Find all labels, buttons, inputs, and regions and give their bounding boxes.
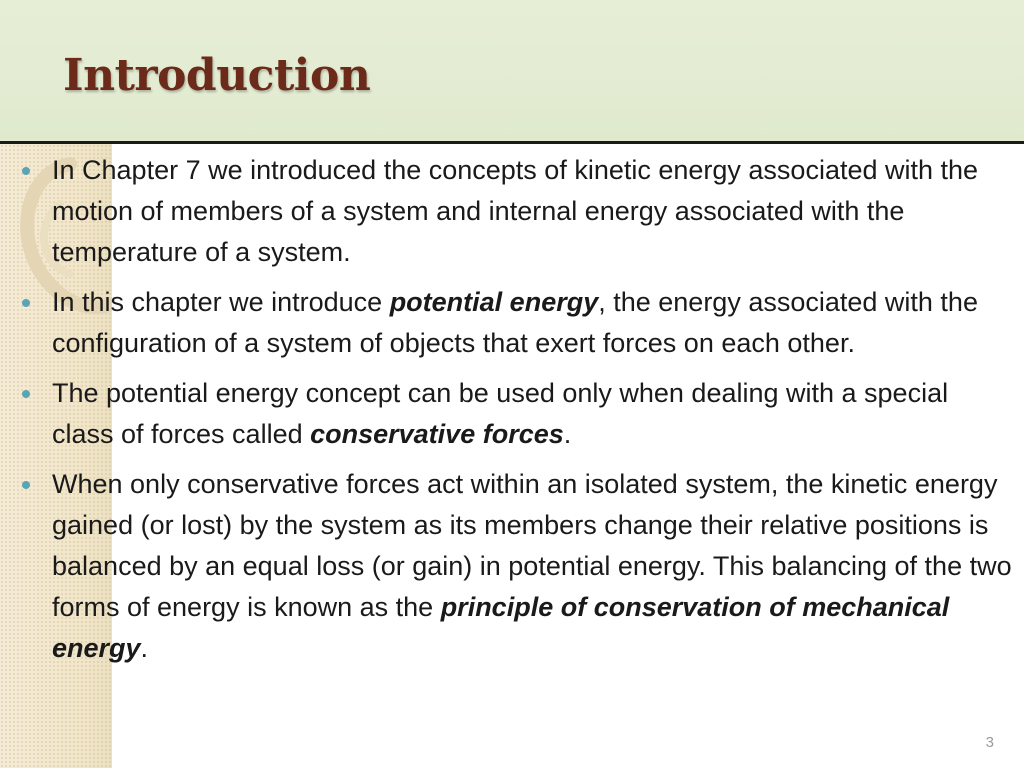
bullet-emphasis: principle of conservation of mechanical energy <box>52 592 950 663</box>
bullet-emphasis: potential energy <box>389 287 599 317</box>
bullet-item <box>0 150 1024 273</box>
bullet-dot-icon <box>22 299 30 307</box>
bullet-item <box>0 282 1024 364</box>
slide-content <box>0 150 1024 730</box>
slide-title: Introduction <box>63 50 371 101</box>
bullet-emphasis: conservative forces <box>310 419 564 449</box>
header-divider <box>0 141 1024 144</box>
bullet-text-before: When only conservative forces act within an isolated system, the kinetic energy gained (or lost) by the system as its members change their relative positions is balanced by an equal loss (or gain) in potential energy. This balancing of the two forms of energy is known as the <box>52 469 1012 622</box>
bullet-text-before: In this chapter we introduce <box>52 287 390 317</box>
bullet-text-before: The potential energy concept can be used only when dealing with a special class of forces called <box>52 378 949 449</box>
bullet-dot-icon <box>22 390 30 398</box>
bullet-list <box>0 150 1024 669</box>
bullet-item <box>0 373 1024 455</box>
bullet-dot-icon <box>22 167 30 175</box>
bullet-text-after: . <box>140 633 149 663</box>
bullet-text-after: . <box>563 419 572 449</box>
bullet-text: In Chapter 7 we introduced the concepts of kinetic energy associated with the motion of members of a system and internal energy associated with the temperature of a system. <box>52 155 979 267</box>
page-number: 3 <box>985 734 994 751</box>
title-header-band <box>0 0 1024 141</box>
bullet-text-after: , the energy associated with the configuration of a system of objects that exert forces on each other. <box>52 287 978 358</box>
bullet-dot-icon <box>22 481 30 489</box>
bullet-item <box>0 464 1024 669</box>
